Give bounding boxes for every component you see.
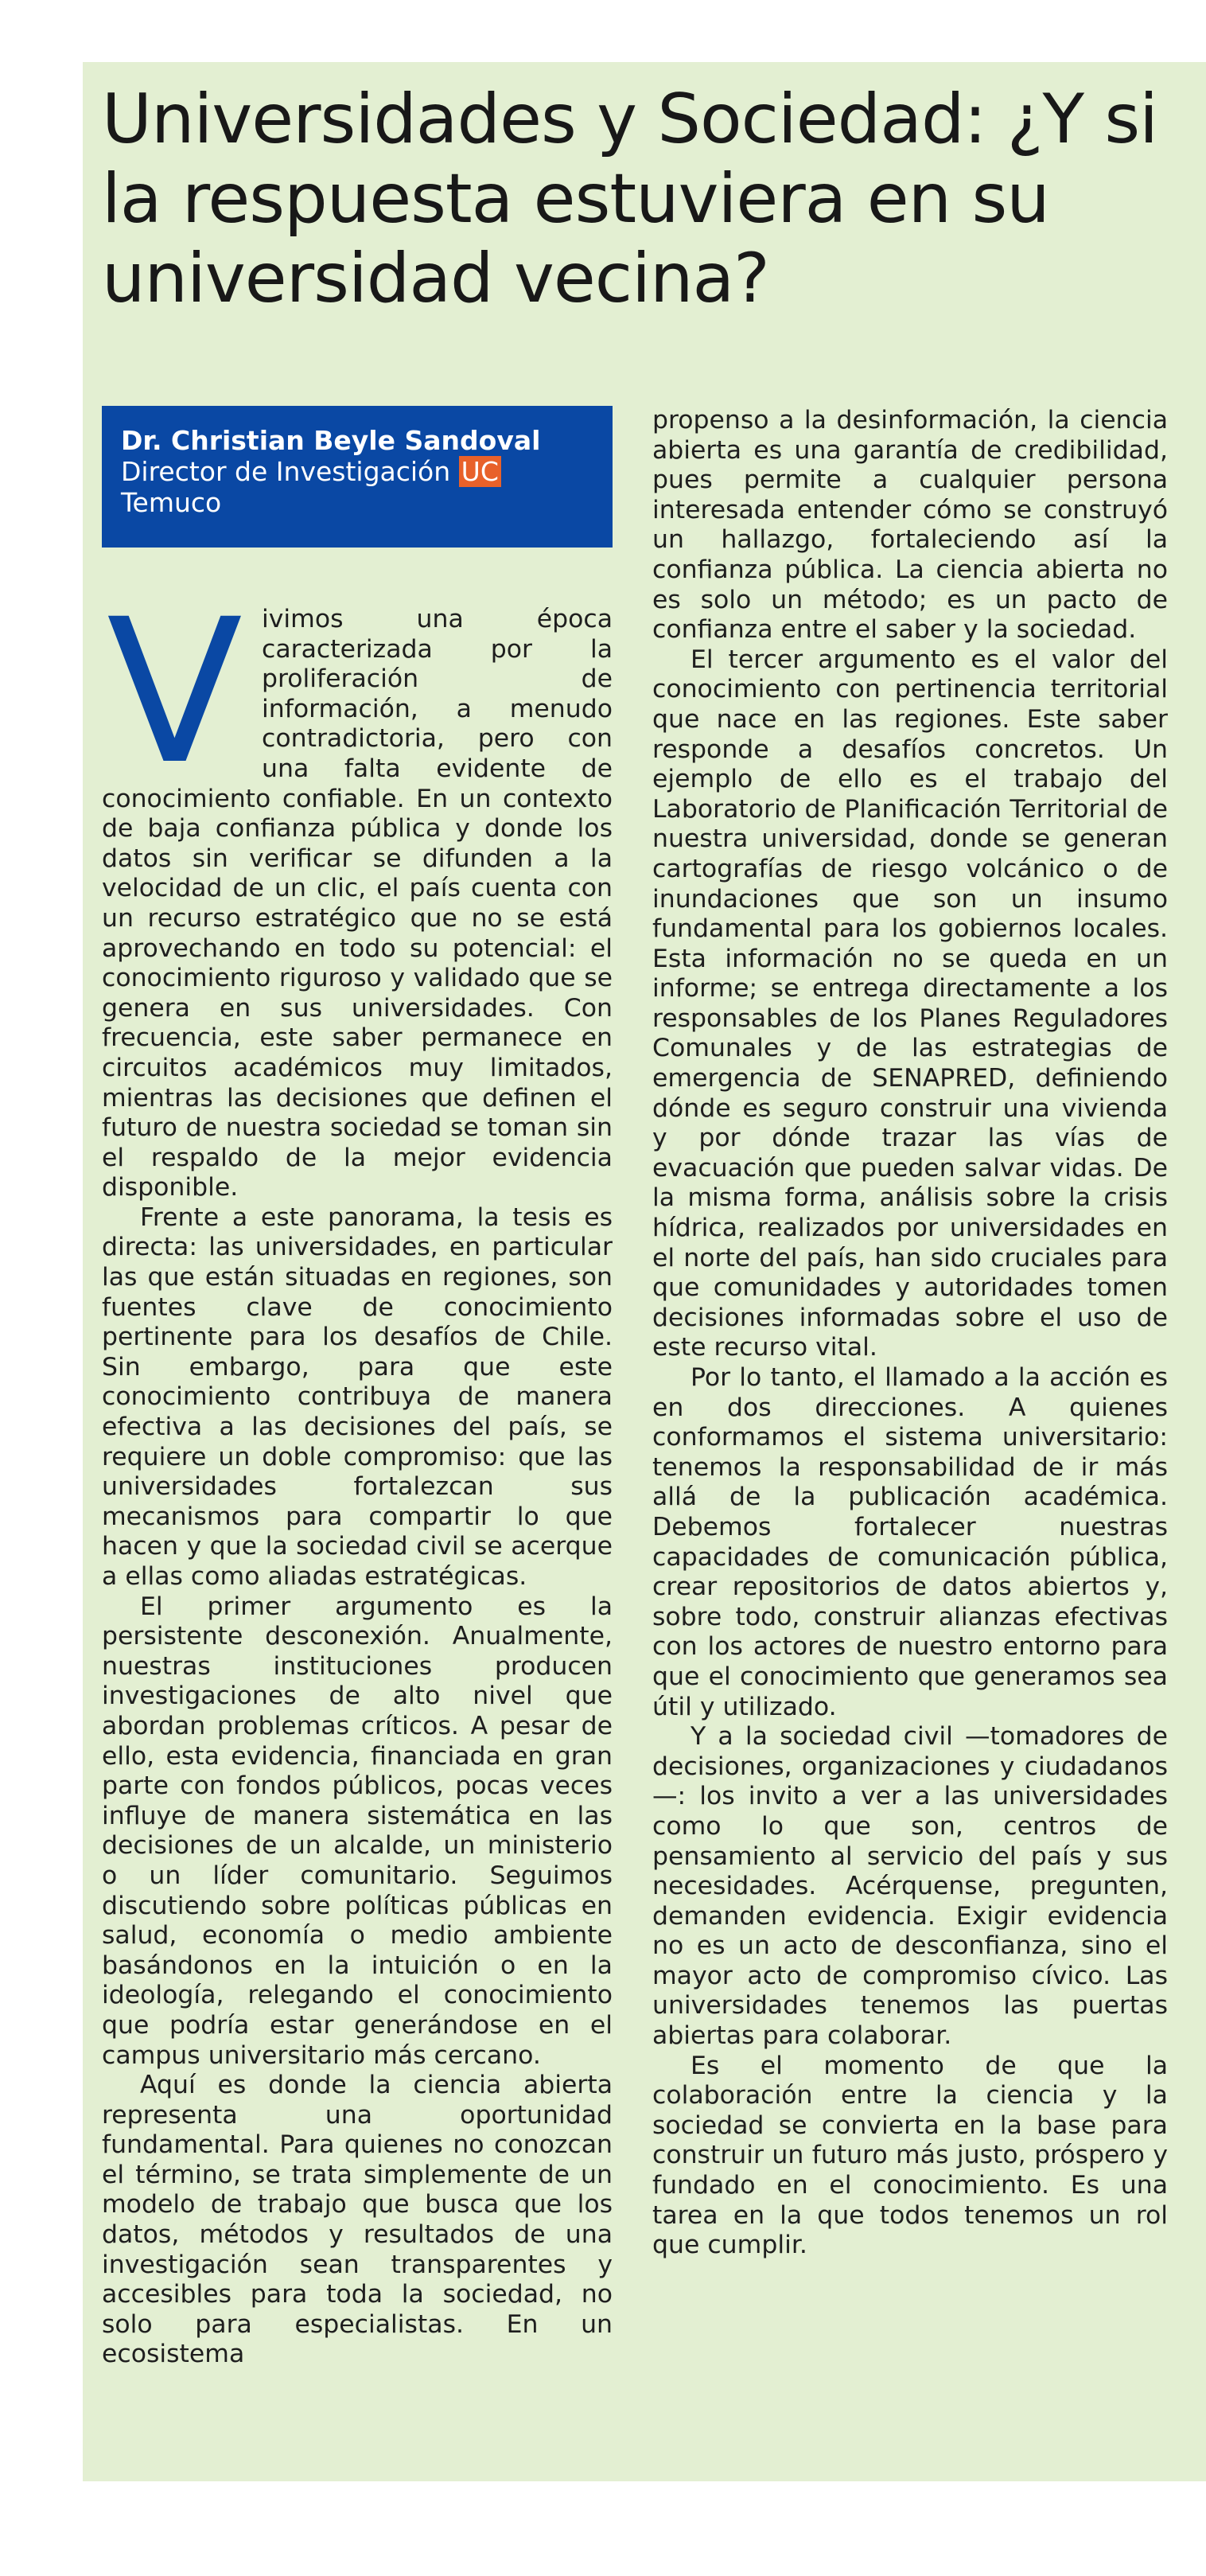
author-city: Temuco bbox=[121, 487, 222, 518]
author-role bbox=[121, 456, 593, 487]
paragraph-8: Es el momento de que la colaboración entre la ciencia y la sociedad se convierta en la base para construir un futuro más justo, próspero y fundado en el conocimiento. Es una tarea en la que todos tenemos un rol que cumplir. bbox=[652, 2051, 1168, 2260]
column-right bbox=[652, 406, 1168, 2261]
drop-cap: V bbox=[107, 576, 243, 808]
author-box bbox=[102, 406, 613, 548]
paragraph-1-text: ivimos una época caracterizada por la proliferación de información, a menudo contradictoria, pero con una falta evidente de conocimiento confiable. En un contexto de baja confianza pública y donde los datos sin verificar se difunden a la velocidad de un clic, el país cuenta con un recurso estratégico que no se está aprovechando en todo su potencial: el conocimiento riguroso y validado que se genera en sus universidades. Con frecuencia, este saber permanece en circuitos académicos muy limitados, mientras las decisiones que definen el futuro de nuestra sociedad se toman sin el respaldo de la mejor evidencia disponible. bbox=[102, 605, 613, 1202]
paragraph-5: El tercer argumento es el valor del conocimiento con pertinencia territorial que nace en las regiones. Este saber responde a desafíos concretos. Un ejemplo de ello es el trabajo del Laboratorio de Planificación Territorial de nuestra universidad, donde se generan cartografías de riesgo volcánico o de inundaciones que son un insumo fundamental para los gobiernos locales. Esta información no se queda en un informe; se entrega directamente a los responsables de los Planes Reguladores Comunales y de las estrategias de emergencia de SENAPRED, definiendo dónde es seguro construir una vivienda y por dónde trazar las vías de evacuación que pueden salvar vidas. De la misma forma, análisis sobre la crisis hídrica, realizados por universidades en el norte del país, han sido cruciales para que comunidades y autoridades tomen decisiones informadas sobre el uso de este recurso vital. bbox=[652, 645, 1168, 1362]
paragraph-1 bbox=[102, 576, 613, 1203]
paragraph-4: Aquí es donde la ciencia abierta representa una oportunidad fundamental. Para quienes no conozcan el término, se trata simplemente de un modelo de trabajo que busca que los datos, métodos y resultados de una investigación sean transparentes y accesibles para toda la sociedad, no solo para especialistas. En un ecosistema bbox=[102, 2071, 613, 2369]
paragraph-3: El primer argumento es la persistente desconexión. Anualmente, nuestras instituciones producen investigaciones de alto nivel que abordan problemas críticos. A pesar de ello, esta evidencia, financiada en gran parte con fondos públicos, pocas veces influye de manera sistemática en las decisiones de un alcalde, un ministerio o un líder comunitario. Seguimos discutiendo sobre políticas públicas en salud, economía o medio ambiente basándonos en la intuición o en la ideología, relegando el conocimiento que podría estar generándose en el campus universitario más cercano. bbox=[102, 1592, 613, 2070]
author-name: Dr. Christian Beyle Sandoval bbox=[121, 425, 541, 456]
paragraph-2: Frente a este panorama, la tesis es directa: las universidades, en particular las que están situadas en regiones, son fuentes clave de conocimiento pertinente para los desafíos de Chile. Sin embargo, para que este conocimiento contribuya de manera efectiva a las decisiones del país, se requiere un doble compromiso: que las universidades fortalezcan sus mecanismos para compartir lo que hacen y que la sociedad civil se acerque a ellas como aliadas estratégicas. bbox=[102, 1202, 613, 1591]
article-card bbox=[83, 62, 1206, 2481]
institution-badge: UC bbox=[459, 456, 501, 487]
column-left bbox=[102, 576, 613, 2370]
paragraph-4-continued: propenso a la desinformación, la ciencia abierta es una garantía de credibilidad, pues permite a cualquier persona interesada entender cómo se construyó un hallazgo, fortaleciendo así la confianza pública. La ciencia abierta no es solo un método; es un pacto de confianza entre el saber y la sociedad. bbox=[652, 406, 1168, 645]
paragraph-7: Y a la sociedad civil —tomadores de decisiones, organizaciones y ciudadanos—: los invito a ver a las universidades como lo que son, centros de pensamiento al servicio del país y sus necesidades. Acérquense, pregunten, demanden evidencia. Exigir evidencia no es un acto de desconfianza, sino el mayor acto de compromiso cívico. Las universidades tenemos las puertas abiertas para colaborar. bbox=[652, 1722, 1168, 2051]
article-title: Universidades y Sociedad: ¿Y si la respuesta estuviera en su universidad vecina? bbox=[102, 80, 1158, 318]
paragraph-6: Por lo tanto, el llamado a la acción es en dos direcciones. A quienes conformamos el sistema universitario: tenemos la responsabilidad de ir más allá de la publicación académica. Debemos fortalecer nuestras capacidades de comunicación pública, crear repositorios de datos abiertos y, sobre todo, construir alianzas efectivas con los actores de nuestro entorno para que el conocimiento que generamos sea útil y utilizado. bbox=[652, 1363, 1168, 1721]
author-role-text: Director de Investigación bbox=[121, 456, 451, 487]
